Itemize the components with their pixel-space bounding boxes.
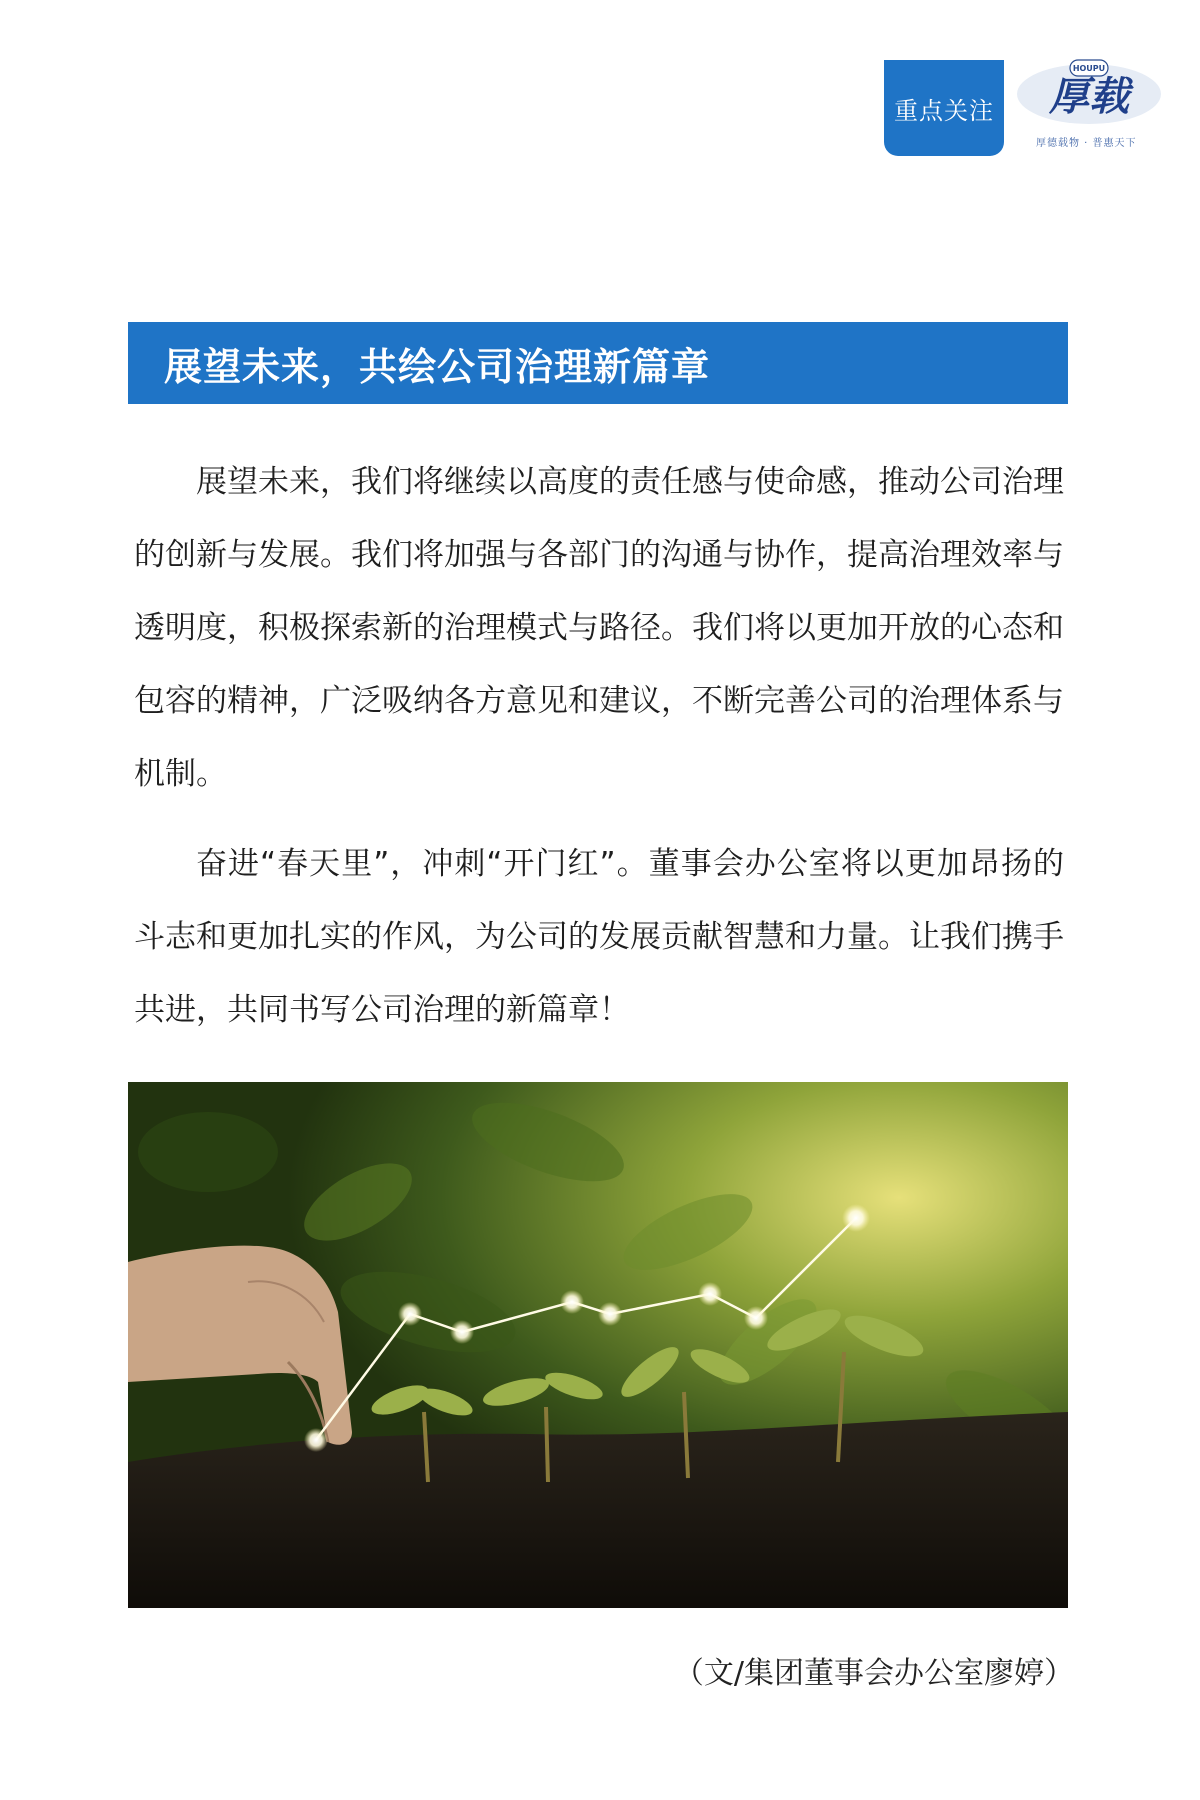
article-paragraph: 展望未来，我们将继续以高度的责任感与使命感，推动公司治理的创新与发展。我们将加强与各部门的沟通与协作，提高治理效率与透明度，积极探索新的治理模式与路径。我们将以更加开放的心态和包容的精神，广泛吸纳各方意见和建议，不断完善公司的治理体系与机制。 [134, 464, 1064, 792]
article-body [134, 446, 1064, 1064]
section-banner [128, 322, 1068, 404]
section-title: 展望未来，共绘公司治理新篇章 [164, 344, 711, 389]
logo-slogan: 厚德载物 · 普惠天下 [1036, 138, 1137, 149]
svg-text:厚载: 厚载 [1049, 73, 1129, 120]
section-tab-label: 重点关注 [894, 96, 994, 125]
section-tab [884, 60, 1004, 156]
article-paragraph: 奋进“春天里”，冲刺“开门红”。董事会办公室将以更加昂扬的斗志和更加扎实的作风，为公司的发展贡献智慧和力量。让我们携手共进，共同书写公司治理的新篇章！ [134, 846, 1064, 1028]
article-photo [128, 1082, 1068, 1608]
article-byline: （文/集团董事会办公室廖婷） [673, 1656, 1074, 1691]
svg-text:HOUPU: HOUPU [1072, 64, 1106, 73]
seedling-growth-image [128, 1082, 1068, 1608]
